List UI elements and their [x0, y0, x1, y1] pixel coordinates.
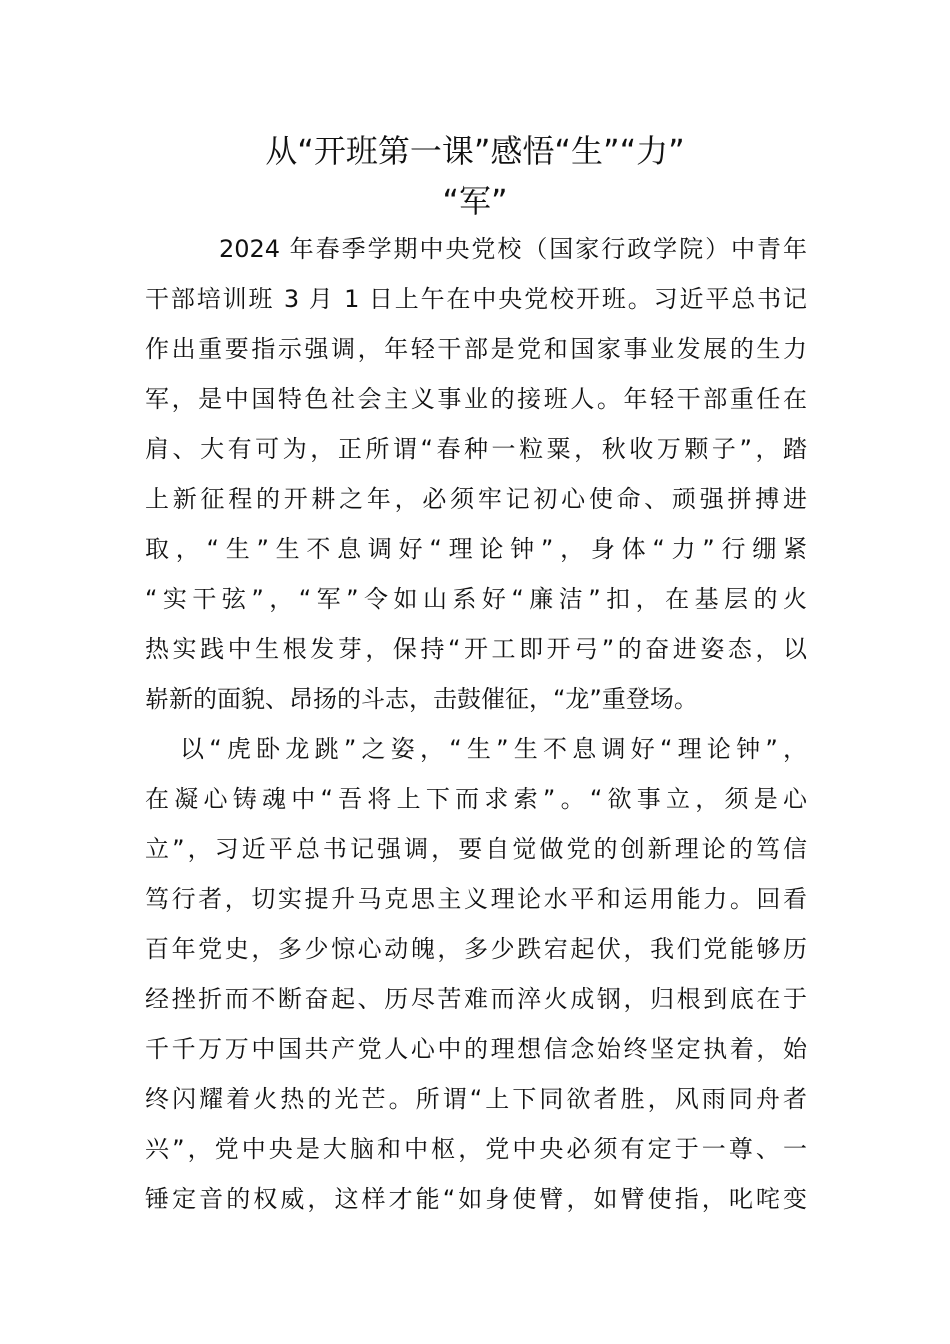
paragraph-line: 崭新的面貌、昂扬的斗志，击鼓催征，“龙”重登场。 [145, 685, 698, 713]
paragraph-line: 取，“生”生不息调好“理论钟”，身体“力”行绷紧 [145, 535, 807, 563]
paragraph-line: 经挫折而不断奋起、历尽苦难而淬火成钢，归根到底在于 [145, 985, 807, 1013]
paragraph-line: 千千万万中国共产党人心中的理想信念始终坚定执着，始 [145, 1035, 807, 1063]
paragraph-line: 立”，习近平总书记强调，要自觉做党的创新理论的笃信 [145, 835, 807, 863]
paragraph-line: 兴”，党中央是大脑和中枢，党中央必须有定于一尊、一 [145, 1135, 807, 1163]
paragraph-line: 作出重要指示强调，年轻干部是党和国家事业发展的生力 [145, 335, 807, 363]
paragraph-line: 终闪耀着火热的光芒。所谓“上下同欲者胜，风雨同舟者 [145, 1085, 807, 1113]
paragraph-line: 热实践中生根发芽，保持“开工即开弓”的奋进姿态，以 [145, 635, 807, 663]
paragraph-line: 2024 年春季学期中央党校（国家行政学院）中青年 [219, 235, 807, 263]
paragraph-line: 上新征程的开耕之年，必须牢记初心使命、顽强拼搏进 [145, 485, 807, 513]
paragraph-line: 在凝心铸魂中“吾将上下而求索”。“欲事立，须是心 [145, 785, 807, 813]
paragraph-line: 军，是中国特色社会主义事业的接班人。年轻干部重任在 [145, 385, 807, 413]
paragraph-line: 干部培训班 3 月 1 日上午在中央党校开班。习近平总书记 [145, 285, 807, 313]
paragraph-line: 肩、大有可为，正所谓“春种一粒粟，秋收万颗子”，踏 [145, 435, 807, 463]
paragraph-line: 锤定音的权威，这样才能“如身使臂，如臂使指，叱咤变 [145, 1185, 807, 1213]
paragraph-line: 笃行者，切实提升马克思主义理论水平和运用能力。回看 [145, 885, 807, 913]
document-title-line-1: 从“开班第一课”感悟“生”“力” [265, 132, 685, 170]
document-title-line-2: “军” [442, 182, 508, 220]
paragraph-line: 以“虎卧龙跳”之姿，“生”生不息调好“理论钟”， [180, 735, 807, 763]
paragraph-line: “实干弦”，“军”令如山系好“廉洁”扣，在基层的火 [145, 585, 807, 613]
paragraph-line: 百年党史，多少惊心动魄，多少跌宕起伏，我们党能够历 [145, 935, 807, 963]
